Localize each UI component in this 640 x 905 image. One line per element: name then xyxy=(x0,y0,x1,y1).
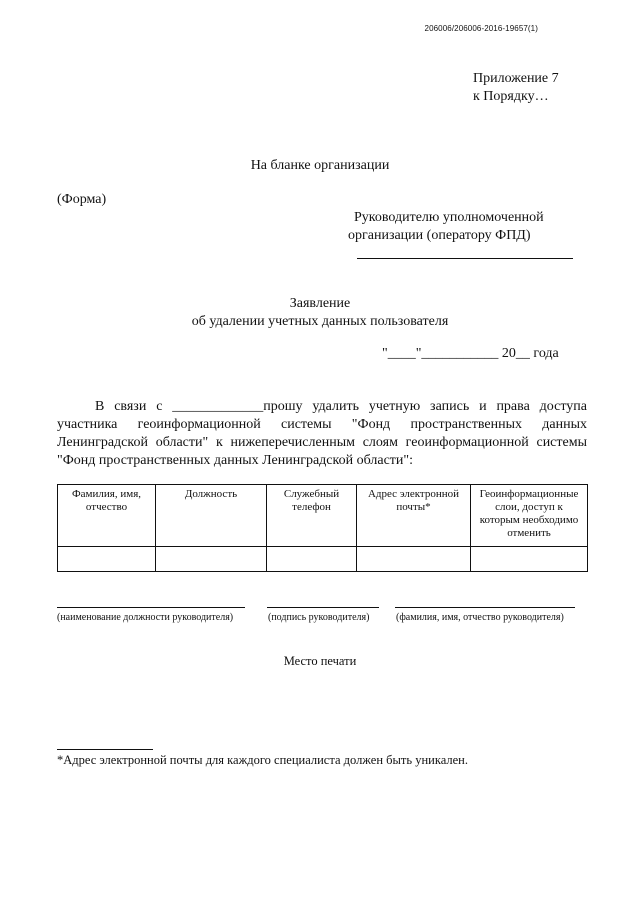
signature-caption: (подпись руководителя) xyxy=(268,612,370,623)
date-line: "____"___________ 20__ года xyxy=(382,346,559,361)
header-layers: Геоинформационные слои, доступ к которым необходимо отменить xyxy=(471,485,588,547)
header-position: Должность xyxy=(156,485,267,547)
name-caption: (фамилия, имя, отчество руководителя) xyxy=(396,612,564,623)
recipient-block xyxy=(348,209,588,245)
header-full-name: Фамилия, имя, отчество xyxy=(58,485,156,547)
recipient-line-1: Руководителю уполномоченной xyxy=(354,210,544,225)
cell-email xyxy=(357,547,471,572)
table-header-row xyxy=(58,485,588,547)
document-title xyxy=(0,295,640,331)
header-phone: Служебный телефон xyxy=(267,485,357,547)
name-signature-line xyxy=(395,607,575,608)
title-line-2: об удалении учетных данных пользователя xyxy=(191,314,449,329)
stamp-place: Место печати xyxy=(283,654,357,668)
position-signature-line xyxy=(57,607,245,608)
footnote-separator xyxy=(57,749,153,750)
title-line-1: Заявление xyxy=(289,296,351,311)
position-caption: (наименование должности руководителя) xyxy=(57,612,234,623)
letterhead-note: На бланке организации xyxy=(250,158,390,173)
appendix-reference xyxy=(473,70,559,106)
cell-phone xyxy=(267,547,357,572)
header-email: Адрес электронной почты* xyxy=(357,485,471,547)
request-body xyxy=(57,398,587,470)
footnote: *Адрес электронной почты для каждого специалиста должен быть уникален. xyxy=(57,753,468,767)
appendix-line-1: Приложение 7 xyxy=(473,71,559,86)
appendix-line-2: к Порядку… xyxy=(473,89,549,104)
cell-layers xyxy=(471,547,588,572)
users-table xyxy=(57,484,588,572)
signature-line xyxy=(267,607,379,608)
document-id: 206006/206006-2016-19657(1) xyxy=(424,24,538,33)
table-row xyxy=(58,547,588,572)
recipient-line-2: организации (оператору ФПД) xyxy=(348,228,531,243)
request-text: В связи с _____________прошу удалить учетную запись и права доступа участника геоинформационной системы "Фонд пространственных данных Ленинградской области" к нижеперечисленным слоям геоинформационной системы "Фонд пространственных данных Ленинградской области": xyxy=(57,399,587,468)
cell-position xyxy=(156,547,267,572)
recipient-name-blank xyxy=(357,258,573,259)
form-label: (Форма) xyxy=(57,192,107,207)
cell-full-name xyxy=(58,547,156,572)
